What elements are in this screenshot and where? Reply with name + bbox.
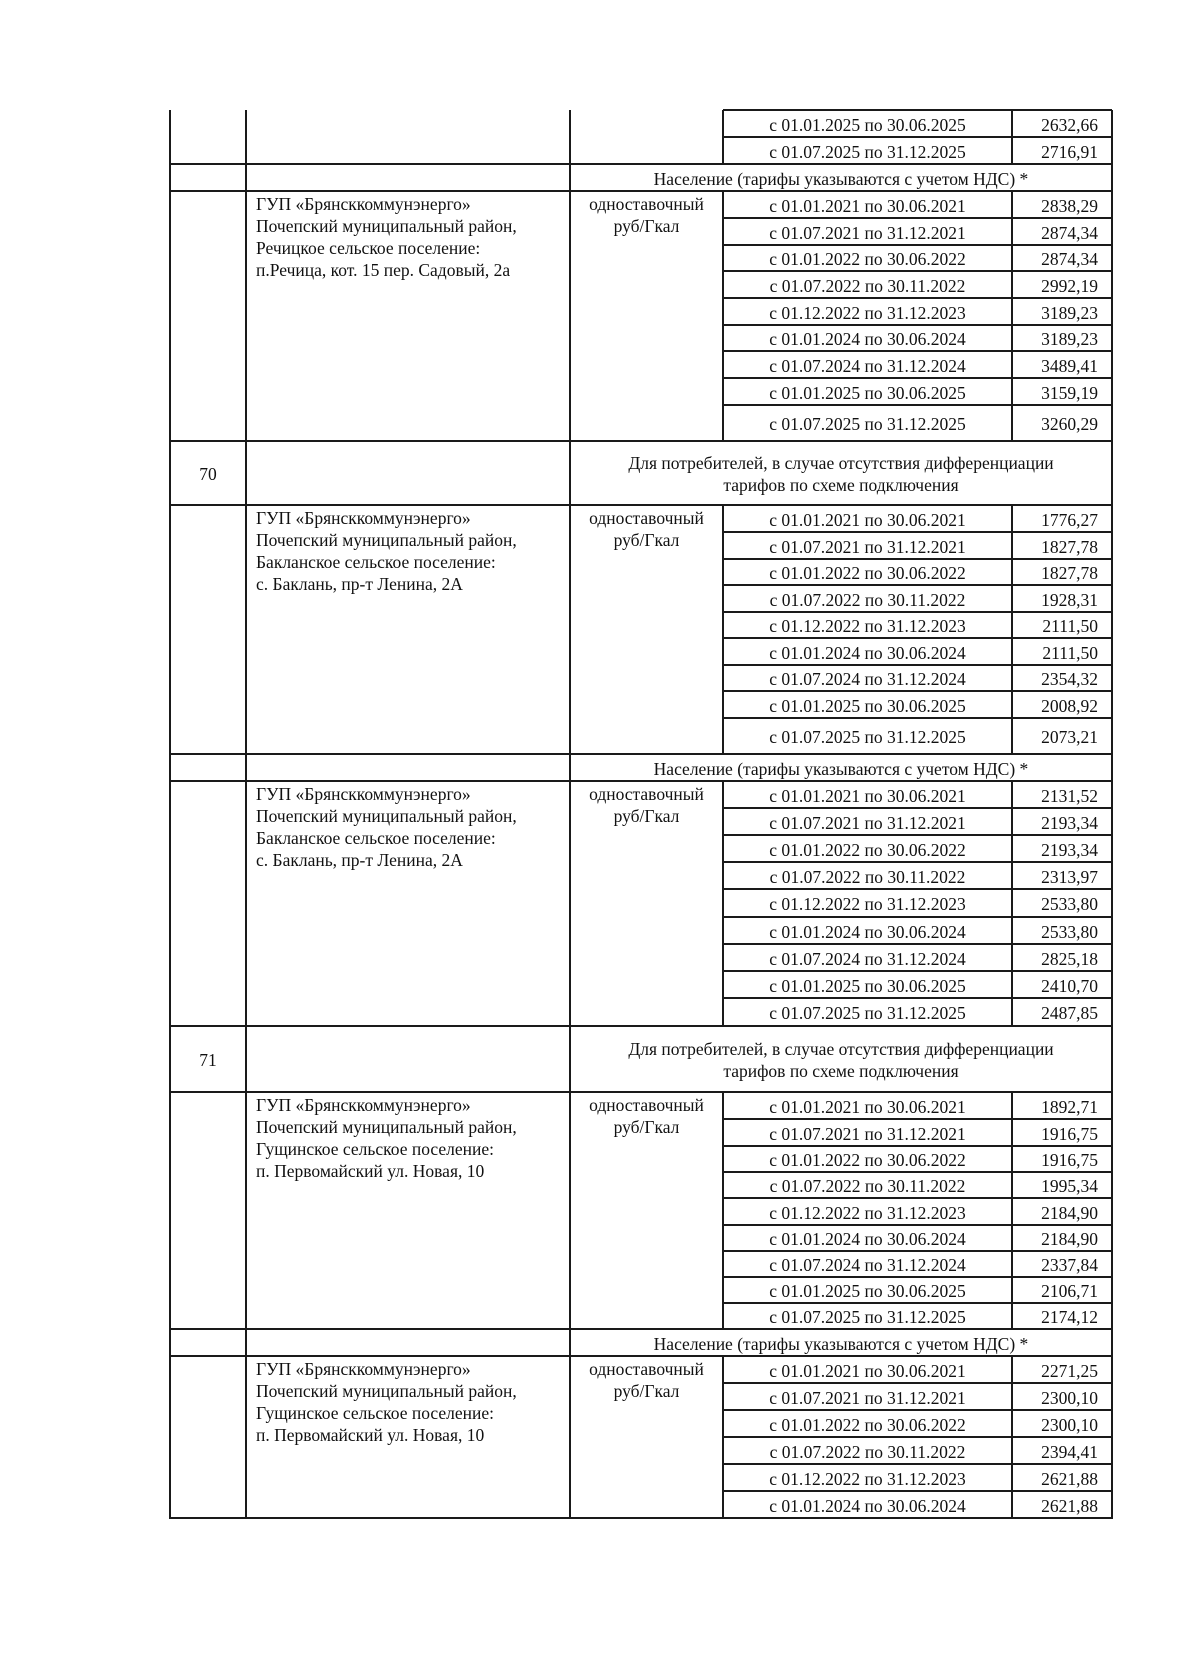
table-rule <box>723 217 1112 218</box>
tariff-value: 2874,34 <box>1041 249 1098 269</box>
table-rule <box>170 780 1112 781</box>
table-rule <box>723 834 1112 835</box>
tariff-period: с 01.07.2022 по 30.11.2022 <box>769 276 966 296</box>
tariff-period: с 01.01.2022 по 30.06.2022 <box>769 1150 966 1170</box>
table-rule <box>245 110 246 1519</box>
table-rule <box>723 916 1112 917</box>
table-rule <box>169 110 171 1519</box>
table-rule <box>723 690 1112 691</box>
tariff-value: 3260,29 <box>1041 414 1098 434</box>
tariff-value: 2621,88 <box>1041 1469 1098 1489</box>
table-rule <box>723 136 1112 137</box>
section-header: Для потребителей, в случае отсутствия дифференциации тарифов по схеме подключения <box>628 1039 1054 1081</box>
tariff-period: с 01.07.2025 по 31.12.2025 <box>769 1307 966 1327</box>
tariff-value: 2337,84 <box>1041 1255 1098 1275</box>
table-rule <box>723 970 1112 971</box>
tariff-type: одноставочный руб/Гкал <box>589 1095 704 1137</box>
organization-address: ГУП «Брянсккоммунэнерго» Почепский муниципальный район, Бакланское сельское поселение: с. Баклань, пр-т Ленина, 2А <box>256 508 517 594</box>
table-rule <box>723 558 1112 559</box>
table-rule <box>723 350 1112 351</box>
section-header: Население (тарифы указываются с учетом НДС) * <box>653 759 1029 779</box>
tariff-value: 2621,88 <box>1041 1496 1098 1516</box>
tariff-type: одноставочный руб/Гкал <box>589 784 704 826</box>
section-header: Население (тарифы указываются с учетом НДС) * <box>653 1334 1029 1354</box>
organization-address: ГУП «Брянсккоммунэнерго» Почепский муниципальный район, Бакланское сельское поселение: с. Баклань, пр-т Ленина, 2А <box>256 784 517 870</box>
table-rule <box>723 244 1112 245</box>
tariff-period: с 01.12.2022 по 31.12.2023 <box>769 1203 966 1223</box>
tariff-value: 2487,85 <box>1041 1003 1098 1023</box>
tariff-period: с 01.07.2022 по 30.11.2022 <box>769 867 966 887</box>
table-rule <box>723 807 1112 808</box>
tariff-period: с 01.01.2022 по 30.06.2022 <box>769 563 966 583</box>
tariff-value: 2111,50 <box>1042 643 1098 663</box>
tariff-period: с 01.07.2021 по 31.12.2021 <box>769 1388 966 1408</box>
tariff-period: с 01.01.2024 по 30.06.2024 <box>769 1229 966 1249</box>
tariff-period: с 01.07.2025 по 31.12.2025 <box>769 414 966 434</box>
table-rule <box>723 1490 1112 1491</box>
tariff-period: с 01.12.2022 по 31.12.2023 <box>769 894 966 914</box>
tariff-period: с 01.01.2025 по 30.06.2025 <box>769 383 966 403</box>
table-rule <box>723 861 1112 862</box>
tariff-value: 2354,32 <box>1041 669 1098 689</box>
table-rule <box>1111 110 1113 1519</box>
tariff-period: с 01.07.2021 по 31.12.2021 <box>769 537 966 557</box>
tariff-value: 2300,10 <box>1041 1415 1098 1435</box>
table-rule <box>723 1197 1112 1198</box>
tariff-value: 3489,41 <box>1041 356 1098 376</box>
organization-address: ГУП «Брянсккоммунэнерго» Почепский муниципальный район, Гущинское сельское поселение: п. Первомайский ул. Новая, 10 <box>256 1359 517 1445</box>
tariff-value: 1776,27 <box>1041 510 1098 530</box>
table-rule <box>723 1118 1112 1119</box>
tariff-period: с 01.07.2021 по 31.12.2021 <box>769 1124 966 1144</box>
tariff-value: 2992,19 <box>1041 276 1098 296</box>
tariff-period: с 01.01.2025 по 30.06.2025 <box>769 976 966 996</box>
tariff-value: 1916,75 <box>1041 1150 1098 1170</box>
tariff-value: 1827,78 <box>1041 563 1098 583</box>
tariff-period: с 01.12.2022 по 31.12.2023 <box>769 616 966 636</box>
tariff-period: с 01.01.2025 по 30.06.2025 <box>769 115 966 135</box>
tariff-value: 2193,34 <box>1041 813 1098 833</box>
tariff-period: с 01.07.2025 по 31.12.2025 <box>769 142 966 162</box>
tariff-value: 2300,10 <box>1041 1388 1098 1408</box>
tariff-value: 2174,12 <box>1041 1307 1098 1327</box>
table-rule <box>723 270 1112 271</box>
tariff-period: с 01.01.2024 по 30.06.2024 <box>769 329 966 349</box>
tariff-period: с 01.07.2022 по 30.11.2022 <box>769 1176 966 1196</box>
tariff-period: с 01.07.2024 по 31.12.2024 <box>769 669 966 689</box>
table-rule <box>723 404 1112 405</box>
table-rule <box>170 1091 1112 1092</box>
table-rule <box>723 377 1112 378</box>
tariff-period: с 01.07.2025 по 31.12.2025 <box>769 727 966 747</box>
tariff-value: 2394,41 <box>1041 1442 1098 1462</box>
tariff-value: 2313,97 <box>1041 867 1098 887</box>
tariff-period: с 01.01.2022 по 30.06.2022 <box>769 1415 966 1435</box>
tariff-value: 2073,21 <box>1041 727 1098 747</box>
table-rule <box>723 1302 1112 1303</box>
table-rule <box>723 888 1112 889</box>
row-number: 71 <box>199 1050 217 1070</box>
table-rule <box>723 1224 1112 1225</box>
tariff-period: с 01.01.2021 по 30.06.2021 <box>769 1361 966 1381</box>
table-rule <box>723 324 1112 325</box>
tariff-period: с 01.07.2022 по 30.11.2022 <box>769 590 966 610</box>
tariff-value: 3189,23 <box>1041 303 1098 323</box>
tariff-value: 2131,52 <box>1041 786 1098 806</box>
table-rule <box>723 1382 1112 1383</box>
table-rule <box>723 1463 1112 1464</box>
tariff-type: одноставочный руб/Гкал <box>589 508 704 550</box>
tariff-value: 1916,75 <box>1041 1124 1098 1144</box>
tariff-value: 2533,80 <box>1041 894 1098 914</box>
tariff-value: 2874,34 <box>1041 223 1098 243</box>
section-header: Для потребителей, в случае отсутствия дифференциации тарифов по схеме подключения <box>628 453 1054 495</box>
table-rule <box>723 664 1112 665</box>
row-number: 70 <box>199 464 217 484</box>
table-rule <box>723 1436 1112 1437</box>
tariff-period: с 01.01.2021 по 30.06.2021 <box>769 786 966 806</box>
organization-address: ГУП «Брянсккоммунэнерго» Почепский муниципальный район, Речицкое сельское поселение: п.Речица, кот. 15 пер. Садовый, 2а <box>256 194 517 280</box>
tariff-value: 3159,19 <box>1041 383 1098 403</box>
tariff-period: с 01.01.2021 по 30.06.2021 <box>769 1097 966 1117</box>
tariff-value: 1827,78 <box>1041 537 1098 557</box>
table-rule <box>723 1276 1112 1277</box>
table-rule <box>170 1355 1112 1356</box>
tariff-value: 2632,66 <box>1041 115 1098 135</box>
tariff-period: с 01.01.2024 по 30.06.2024 <box>769 643 966 663</box>
tariff-period: с 01.07.2024 по 31.12.2024 <box>769 949 966 969</box>
tariff-value: 2533,80 <box>1041 922 1098 942</box>
tariff-period: с 01.01.2021 по 30.06.2021 <box>769 196 966 216</box>
tariff-value: 2716,91 <box>1041 142 1098 162</box>
tariff-period: с 01.07.2021 по 31.12.2021 <box>769 223 966 243</box>
tariff-value: 1892,71 <box>1041 1097 1098 1117</box>
tariff-period: с 01.01.2024 по 30.06.2024 <box>769 1496 966 1516</box>
table-rule <box>723 531 1112 532</box>
tariff-value: 2410,70 <box>1041 976 1098 996</box>
tariff-value: 1995,34 <box>1041 1176 1098 1196</box>
table-rule <box>723 109 1112 110</box>
tariff-value: 2271,25 <box>1041 1361 1098 1381</box>
tariff-value: 2838,29 <box>1041 196 1098 216</box>
section-header: Население (тарифы указываются с учетом НДС) * <box>653 169 1029 189</box>
tariff-value: 2825,18 <box>1041 949 1098 969</box>
table-rule <box>170 504 1112 505</box>
table-rule <box>170 190 1112 191</box>
tariff-value: 2184,90 <box>1041 1229 1098 1249</box>
tariff-period: с 01.07.2024 по 31.12.2024 <box>769 1255 966 1275</box>
tariff-period: с 01.07.2022 по 30.11.2022 <box>769 1442 966 1462</box>
table-rule <box>723 1171 1112 1172</box>
tariff-value: 3189,23 <box>1041 329 1098 349</box>
table-rule <box>723 717 1112 718</box>
tariff-value: 2008,92 <box>1041 696 1098 716</box>
tariff-value: 2193,34 <box>1041 840 1098 860</box>
tariff-period: с 01.07.2025 по 31.12.2025 <box>769 1003 966 1023</box>
tariff-value: 2184,90 <box>1041 1203 1098 1223</box>
tariff-period: с 01.01.2022 по 30.06.2022 <box>769 840 966 860</box>
table-rule <box>723 637 1112 638</box>
table-rule <box>723 297 1112 298</box>
tariff-period: с 01.01.2025 по 30.06.2025 <box>769 696 966 716</box>
tariff-type: одноставочный руб/Гкал <box>589 194 704 236</box>
table-rule <box>723 1250 1112 1251</box>
tariff-period: с 01.07.2021 по 31.12.2021 <box>769 813 966 833</box>
table-rule <box>723 997 1112 998</box>
tariff-type: одноставочный руб/Гкал <box>589 1359 704 1401</box>
tariff-period: с 01.12.2022 по 31.12.2023 <box>769 303 966 323</box>
table-rule <box>723 611 1112 612</box>
table-rule <box>723 1145 1112 1146</box>
tariff-period: с 01.01.2024 по 30.06.2024 <box>769 922 966 942</box>
table-rule <box>723 584 1112 585</box>
organization-address: ГУП «Брянсккоммунэнерго» Почепский муниципальный район, Гущинское сельское поселение: п. Первомайский ул. Новая, 10 <box>256 1095 517 1181</box>
tariff-period: с 01.01.2022 по 30.06.2022 <box>769 249 966 269</box>
tariff-value: 2106,71 <box>1041 1281 1098 1301</box>
table-rule <box>723 943 1112 944</box>
tariff-period: с 01.12.2022 по 31.12.2023 <box>769 1469 966 1489</box>
tariff-period: с 01.01.2021 по 30.06.2021 <box>769 510 966 530</box>
table-rule <box>723 1409 1112 1410</box>
tariff-value: 2111,50 <box>1042 616 1098 636</box>
tariff-period: с 01.01.2025 по 30.06.2025 <box>769 1281 966 1301</box>
tariff-period: с 01.07.2024 по 31.12.2024 <box>769 356 966 376</box>
tariff-value: 1928,31 <box>1041 590 1098 610</box>
table-rule <box>170 1517 1112 1519</box>
